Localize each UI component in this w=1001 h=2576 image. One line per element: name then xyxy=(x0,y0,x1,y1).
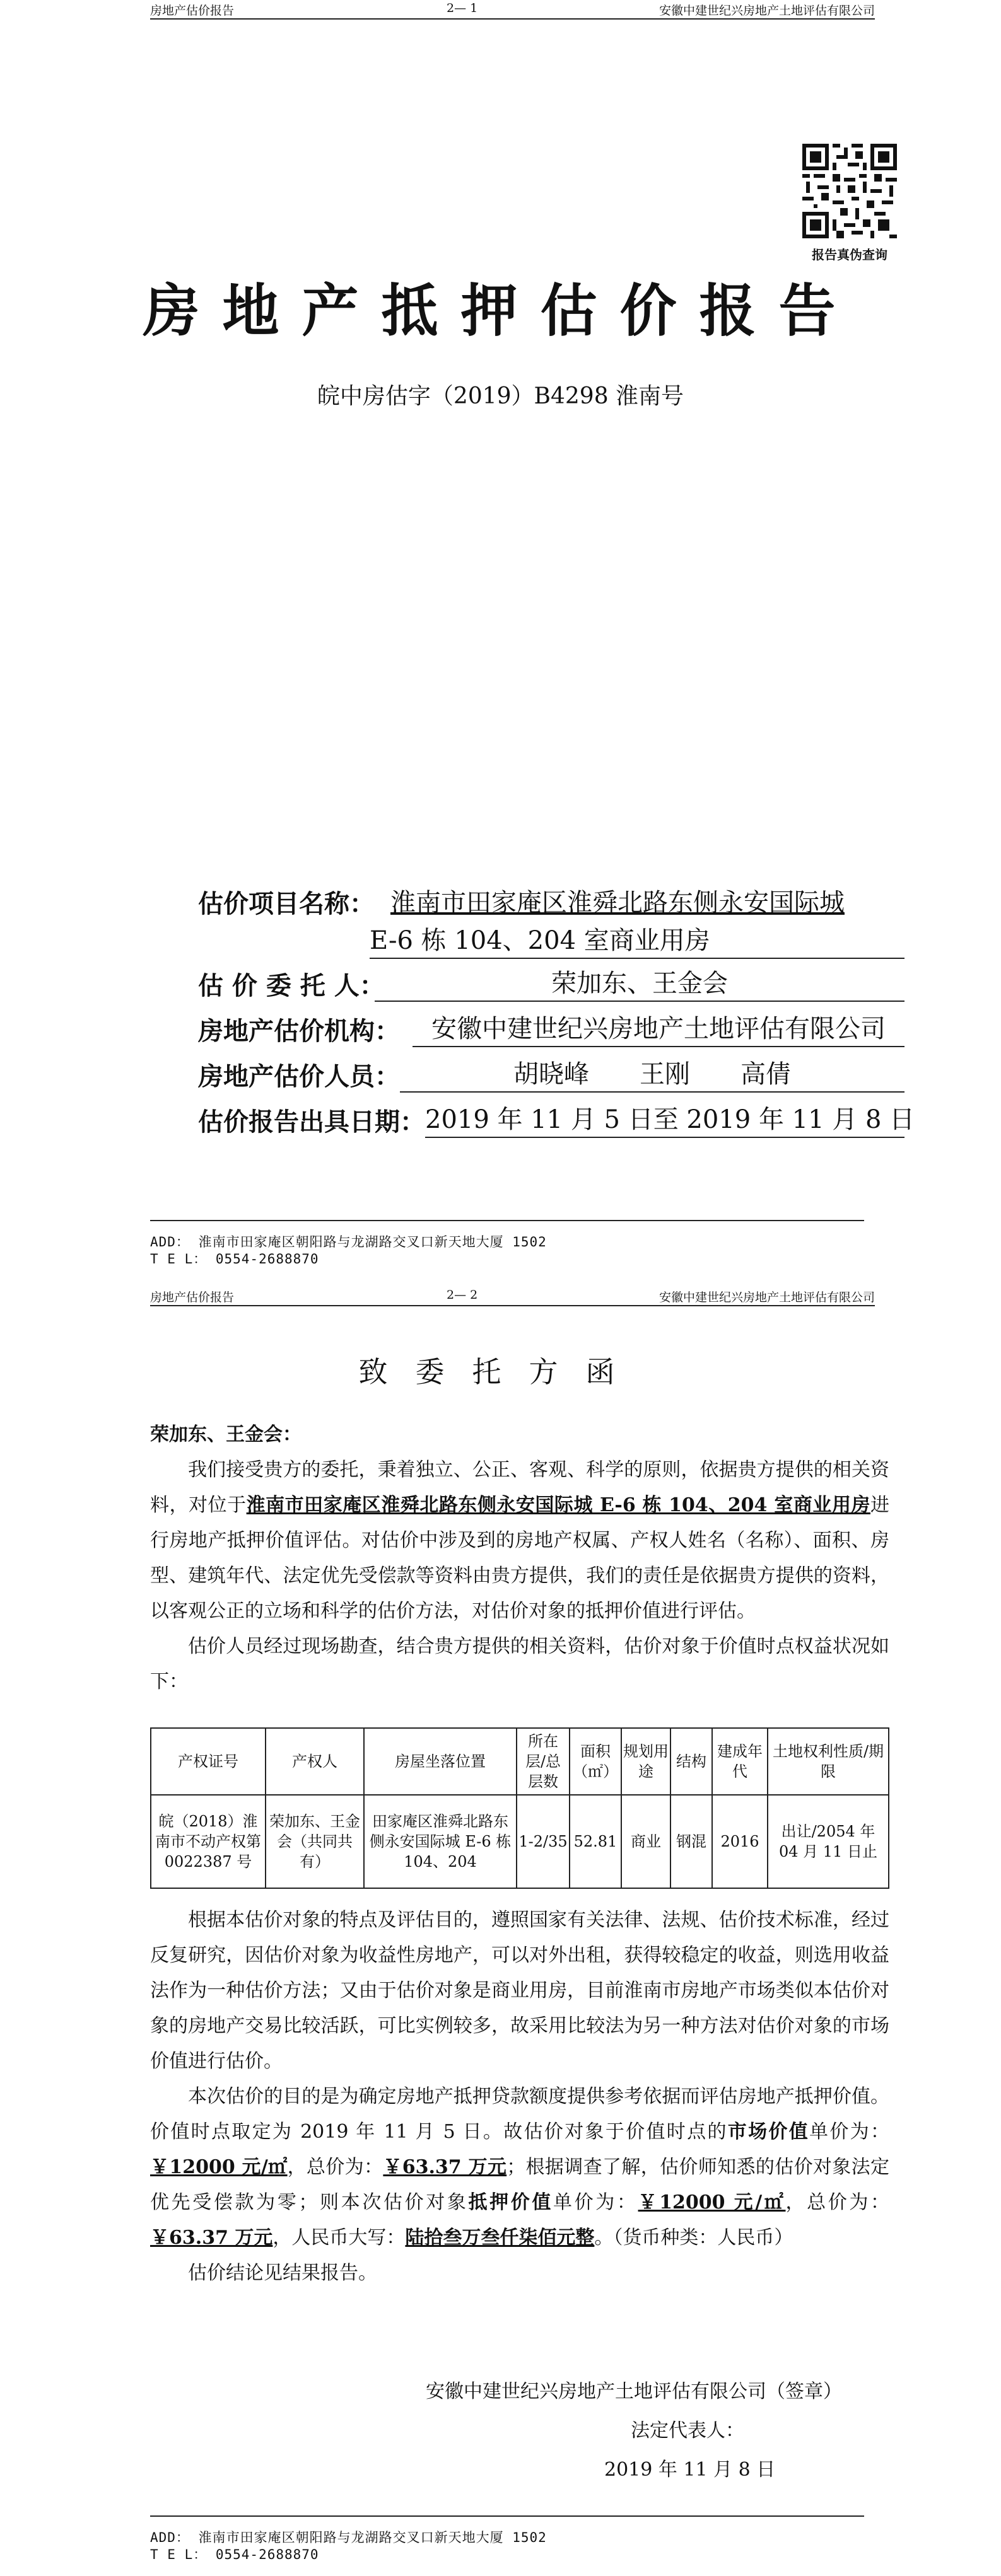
table-cell: 出让/2054 年 04 月 11 日止 xyxy=(768,1795,889,1888)
table-cell: 皖（2018）淮南市不动产权第0022387 号 xyxy=(151,1795,266,1888)
table-cell: 商业 xyxy=(621,1795,670,1888)
agency-value: 安徽中建世纪兴房地产土地评估有限公司 xyxy=(413,1009,904,1047)
market-value-term: 市场价值 xyxy=(727,2121,810,2143)
header-page-number: 2— 1 xyxy=(447,1,478,15)
table-header-row xyxy=(151,1728,889,1795)
header-left: 房地产估价报告 xyxy=(150,1291,235,1304)
paragraph-5: 估价结论见结果报告。 xyxy=(188,2262,377,2284)
client-value: 荣加东、王金会 xyxy=(375,963,904,1002)
page-footer xyxy=(150,1220,864,1267)
document-number: 皖中房估字（2019）B4298 淮南号 xyxy=(317,383,684,409)
report-date-value: 2019 年 11 月 5 日至 2019 年 11 月 8 日 xyxy=(425,1099,904,1138)
table-header-cell: 房屋坐落位置 xyxy=(364,1728,517,1795)
footer-divider xyxy=(150,1220,864,1221)
amount-in-words: 陆拾叁万叁仟柒佰元整 xyxy=(405,2227,595,2249)
qr-caption: 报告真伪查询 xyxy=(812,247,887,262)
mortgage-value-term: 抵押价值 xyxy=(468,2191,554,2213)
header-company: 安徽中建世纪兴房地产土地评估有限公司 xyxy=(659,1291,875,1304)
paragraph-2: 估价人员经过现场勘查，结合贵方提供的相关资料，估价对象于价值时点权益状况如下： xyxy=(150,1635,889,1693)
property-address-highlight: 淮南市田家庵区淮舜北路东侧永安国际城 E-6 栋 104、204 室商业用房 xyxy=(246,1494,870,1516)
table-header-cell: 面积（㎡） xyxy=(570,1728,621,1795)
letter-body xyxy=(150,1417,889,1700)
project-name-value-line2: E-6 栋 104、204 室商业用房 xyxy=(370,920,904,959)
header-page-number: 2— 2 xyxy=(447,1288,478,1302)
table-cell: 田家庵区淮舜北路东侧永安国际城 E-6 栋104、204 xyxy=(364,1795,517,1888)
property-rights-table xyxy=(150,1727,889,1889)
table-cell: 荣加东、王金会（共同共有） xyxy=(266,1795,364,1888)
agency-label: 房地产估价机构： xyxy=(198,1017,400,1046)
mortgage-unit-price: ￥12000 元/㎡ xyxy=(638,2191,786,2213)
footer-address: ADD： 淮南市田家庵区朝阳路与龙湖路交叉口新天地大厦 1502 xyxy=(150,2530,547,2545)
page-footer xyxy=(150,2515,864,2562)
table-header-cell: 规划用途 xyxy=(621,1728,670,1795)
sign-date: 2019 年 11 月 8 日 xyxy=(604,2459,776,2481)
report-cover-page xyxy=(0,0,1001,1286)
table-header-cell: 所在层/总层数 xyxy=(517,1728,570,1795)
table-cell: 1-2/35 xyxy=(517,1795,570,1888)
report-date-label: 估价报告出具日期： xyxy=(198,1108,425,1137)
footer-phone: T E L： 0554-2688870 xyxy=(150,2547,319,2562)
report-info-block xyxy=(198,883,915,1185)
table-row xyxy=(151,1795,889,1888)
footer-address: ADD： 淮南市田家庵区朝阳路与龙湖路交叉口新天地大厦 1502 xyxy=(150,1234,547,1250)
paragraph-1: 我们接受贵方的委托，秉着独立、公正、客观、科学的原则，依据贵方提供的相关资料，对位于淮南市田家庵区淮舜北路东侧永安国际城 E-6 栋 104、204 室商业用房进行房地产抵押价值评估。对估价中涉及到的房地产权属、产权人姓名（名称）、面积、房型、建筑年代、法定优先受偿款等资料由贵方提供，我们的责任是依据贵方提供的资料，以客观公正的立场和科学的估价方法，对估价对象的抵押价值进行评估。 xyxy=(150,1459,889,1622)
report-title: 房地产抵押估价报告 xyxy=(143,278,858,344)
client-label: 估 价 委 托 人： xyxy=(198,972,385,1001)
sign-representative: 法定代表人： xyxy=(631,2420,744,2442)
appraisers-value: 胡晓峰 王刚 高倩 xyxy=(400,1054,904,1093)
page-header xyxy=(150,1,875,20)
project-name-value-line1: 淮南市田家庵区淮舜北路东侧永安国际城 xyxy=(390,888,845,917)
mortgage-total-price: ￥63.37 万元 xyxy=(150,2227,273,2249)
header-left: 房地产估价报告 xyxy=(150,4,235,18)
table-header-cell: 产权人 xyxy=(266,1728,364,1795)
salutation: 荣加东、王金会： xyxy=(150,1424,301,1446)
appraisers-label: 房地产估价人员： xyxy=(198,1062,400,1091)
letter-body-continued xyxy=(150,1903,889,2291)
market-total-price: ￥63.37 万元 xyxy=(383,2156,507,2178)
table-header-cell: 结构 xyxy=(670,1728,712,1795)
letter-title: 致委托方函 xyxy=(358,1355,643,1389)
paragraph-3: 根据本估价对象的特点及评估目的，遵照国家有关法律、法规、估价技术标准，经过反复研究，因估价对象为收益性房地产，可以对外出租，获得较稳定的收益，则选用收益法作为一种估价方法；又由于估价对象是商业用房，目前淮南市房地产市场类似本估价对象的房地产交易比较活跃，可比实例较多，故采用比较法为另一种方法对估价对象的市场价值进行估价。 xyxy=(150,1909,889,2072)
footer-phone: T E L： 0554-2688870 xyxy=(150,1251,319,1267)
paragraph-4: 本次估价的目的是为确定房地产抵押贷款额度提供参考依据而评估房地产抵押价值。价值时点取定为 2019 年 11 月 5 日。故估价对象于价值时点的市场价值单价为：￥12000 元/㎡，总价为：￥63.37 万元；根据调查了解，估价师知悉的估价对象法定优先受偿款为零；则本次估价对象抵押价值单价为：￥12000 元/㎡，总价为：￥63.37 万元，人民币大写：陆拾叁万叁仟柒佰元整。（货币种类：人民币） xyxy=(150,2086,890,2249)
table-header-cell: 建成年代 xyxy=(712,1728,768,1795)
table-header-cell: 土地权利性质/期限 xyxy=(768,1728,889,1795)
page-header xyxy=(150,1288,875,1306)
project-name-label: 估价项目名称： xyxy=(198,890,375,919)
market-unit-price: ￥12000 元/㎡ xyxy=(150,2156,288,2178)
table-header-cell: 产权证号 xyxy=(151,1728,266,1795)
sign-company: 安徽中建世纪兴房地产土地评估有限公司（签章） xyxy=(426,2381,842,2403)
qr-code-icon[interactable] xyxy=(802,144,897,238)
footer-divider xyxy=(150,2515,864,2517)
table-cell: 52.81 xyxy=(570,1795,621,1888)
table-cell: 2016 xyxy=(712,1795,768,1888)
header-company: 安徽中建世纪兴房地产土地评估有限公司 xyxy=(659,4,875,18)
table-cell: 钢混 xyxy=(670,1795,712,1888)
